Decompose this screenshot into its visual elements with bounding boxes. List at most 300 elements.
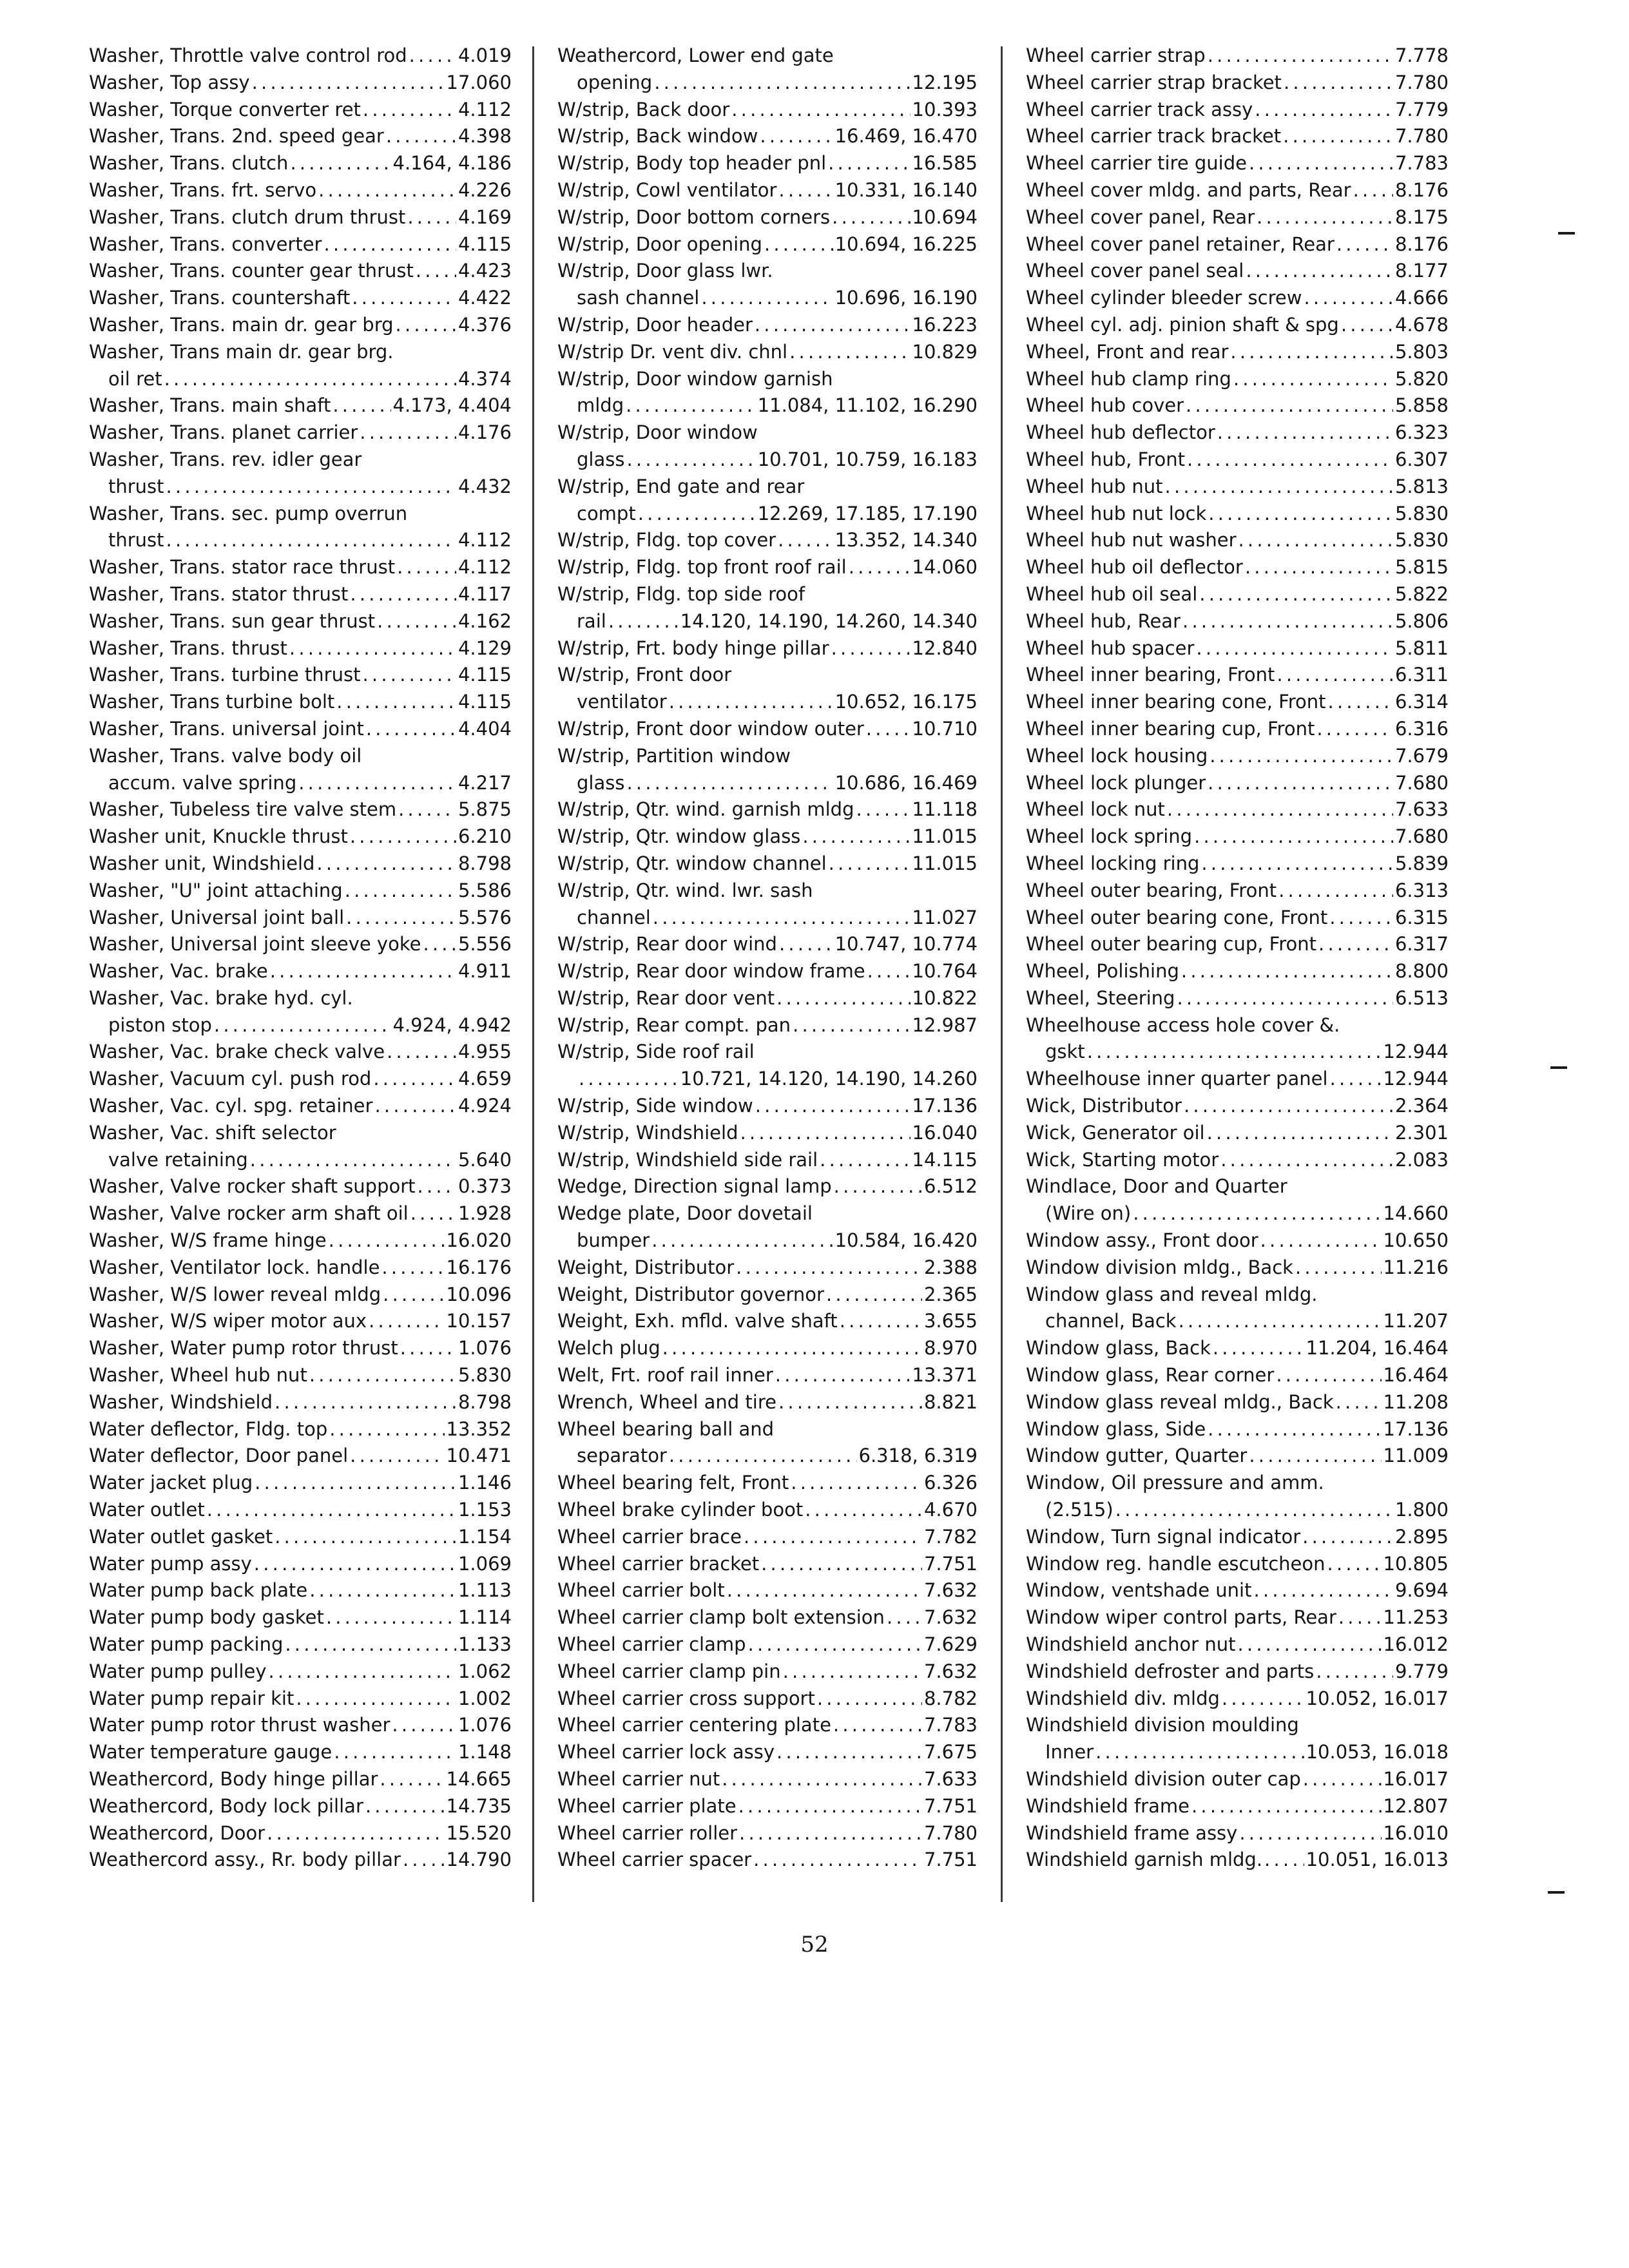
entry-page-ref: 13.352, 14.340 [834,529,978,552]
entry-label: Wheel carrier spacer [557,1849,752,1871]
dot-leader [840,1308,922,1335]
index-entry [89,97,512,124]
index-entry [89,1847,512,1874]
entry-page-ref: 4.924 [458,1095,512,1117]
entry-label: Wedge, Direction signal lamp [557,1175,832,1198]
dot-leader [1220,1147,1393,1174]
dot-leader [669,1443,857,1470]
index-entry [89,743,512,770]
entry-label: Washer, Trans. valve body oil [89,744,362,767]
entry-label: Weathercord, Body hinge pillar [89,1768,378,1790]
entry-page-ref: 13.371 [912,1364,978,1387]
entry-label: Welch plug [557,1337,660,1360]
entry-page-ref: 10.393 [912,98,978,120]
dot-leader [651,1227,833,1254]
entry-label: Wheel lock nut [1026,798,1165,821]
entry-label: Water jacket plug [89,1472,253,1494]
entry-label: Wheel carrier brace [557,1525,742,1548]
dot-leader [856,796,911,823]
entry-label: Washer, Water pump rotor thrust [89,1337,398,1360]
entry-label: Water outlet [89,1499,205,1521]
index-entry [1026,1173,1449,1200]
index-entry [89,985,512,1012]
entry-page-ref: 4.924, 4.942 [392,1014,512,1036]
entry-page-ref: 12.944 [1383,1068,1449,1090]
index-entry [1026,70,1449,97]
index-entry [1026,1066,1449,1093]
dot-leader [849,554,911,581]
index-entry [557,1631,978,1658]
entry-label: Windshield division moulding [1026,1714,1299,1736]
entry-label: Wheel inner bearing, Front [1026,664,1275,686]
dot-leader [316,850,456,878]
dot-leader [1284,70,1393,97]
dot-leader [1213,1335,1304,1362]
entry-page-ref: 6.512 [923,1175,978,1198]
entry-page-ref: 14.115 [912,1148,978,1171]
dot-leader [1276,1362,1381,1389]
entry-page-ref: 2.301 [1394,1121,1449,1144]
entry-page-ref: 7.675 [923,1741,978,1763]
entry-page-ref: 8.176 [1394,178,1449,201]
entry-label: Wheel bearing ball and [557,1418,775,1440]
entry-page-ref: 9.779 [1394,1660,1449,1682]
entry-label: Washer, W/S lower reveal mldg [89,1283,381,1305]
dot-leader [1329,905,1393,932]
index-entry-continuation [1026,1739,1449,1766]
index-entry-continuation [557,447,978,474]
entry-page-ref: 4.404 [458,717,512,740]
dot-leader [334,1739,456,1766]
index-entry [557,1362,978,1389]
dot-leader [1245,554,1393,581]
dot-leader [410,1200,456,1227]
dot-leader [1260,1227,1382,1254]
entry-page-ref: 7.783 [923,1714,978,1736]
dot-leader [1249,1443,1381,1470]
index-entry [557,635,978,662]
dot-leader [1341,312,1393,339]
entry-page-ref: 15.520 [446,1821,512,1844]
index-entry [557,823,978,850]
entry-label: Wheel, Steering [1026,986,1175,1009]
entry-label: Wheel lock housing [1026,744,1208,767]
index-entry [1026,1470,1449,1497]
dot-leader [1318,931,1393,958]
entry-label: Windshield frame assy [1026,1821,1238,1844]
entry-page-ref: 5.815 [1394,556,1449,579]
index-entry [1026,1604,1449,1631]
index-entry [89,1173,512,1200]
index-entry [557,1820,978,1847]
entry-label: Window glass and reveal mldg. [1026,1283,1318,1305]
dot-leader [1336,231,1393,258]
margin-mark [1550,1066,1567,1069]
dot-leader [1330,1066,1382,1093]
index-entry [1026,527,1449,554]
entry-label: Wheel hub deflector [1026,421,1215,444]
index-entry [89,1362,512,1389]
entry-label: Wheel hub nut [1026,475,1163,497]
entry-page-ref: 12.195 [912,71,978,93]
entry-label: opening [577,71,653,93]
entry-page-ref: 2.365 [923,1283,978,1305]
dot-leader [1199,581,1393,608]
entry-label: Water deflector, Door panel [89,1445,349,1467]
entry-label: Washer, Trans. main dr. gear brg [89,313,394,336]
entry-label: Wheelhouse access hole cover &. [1026,1014,1340,1036]
dot-leader [366,716,456,743]
index-entry [557,419,978,447]
entry-label: compt [577,502,636,524]
index-entry-continuation [557,608,978,635]
dot-leader [369,1308,444,1335]
index-entry [89,1335,512,1362]
entry-page-ref: 10.721, 14.120, 14.190, 14.260 [680,1068,978,1090]
dot-leader [423,931,456,958]
column-divider [532,46,534,1902]
entry-page-ref: 7.680 [1394,771,1449,794]
index-entry [1026,662,1449,689]
index-entry [1026,231,1449,258]
entry-label: Wheel hub nut washer [1026,529,1237,552]
entry-label: Washer, Trans. stator thrust [89,582,349,605]
index-entry [557,581,978,608]
dot-leader [669,689,833,716]
entry-page-ref: 5.803 [1394,340,1449,363]
entry-label: Water outlet gasket [89,1525,273,1548]
index-entry [1026,716,1449,743]
entry-page-ref: 6.513 [1394,986,1449,1009]
entry-label: Washer, Vac. cyl. spg. retainer [89,1095,373,1117]
entry-label: Weathercord, Lower end gate [557,44,834,66]
dot-leader [397,554,456,581]
dot-leader [1338,1604,1382,1631]
entry-page-ref: 9.694 [1394,1579,1449,1602]
dot-leader [1167,796,1393,823]
entry-label: Wheel carrier strap bracket [1026,71,1282,93]
entry-page-ref: 10.471 [446,1445,512,1467]
index-entry [1026,123,1449,150]
entry-label: Windshield division outer cap [1026,1768,1301,1790]
dot-leader [309,1577,456,1604]
index-entry-continuation [557,70,978,97]
entry-label: W/strip, Rear door vent [557,986,775,1009]
dot-leader [350,581,456,608]
dot-leader [608,608,679,635]
entry-page-ref: 10.694 [912,206,978,228]
index-entry [1026,1793,1449,1820]
index-entry [1026,1524,1449,1551]
entry-page-ref: 7.632 [923,1606,978,1629]
entry-label: Washer, Vac. brake [89,960,268,983]
index-entry [89,1793,512,1820]
entry-page-ref: 6.307 [1394,448,1449,470]
index-entry [1026,419,1449,447]
entry-label: Wheel hub nut lock [1026,502,1207,524]
dot-leader [285,1631,456,1658]
entry-label: Wheel hub cover [1026,394,1184,417]
dot-leader [1257,204,1393,231]
dot-leader [761,1551,922,1578]
index-entry [89,662,512,689]
dot-leader [755,1093,911,1120]
index-entry [557,1093,978,1120]
index-entry [1026,1282,1449,1309]
index-entry [1026,258,1449,285]
dot-leader [832,204,910,231]
entry-label: Wheel hub, Rear [1026,610,1181,632]
dot-leader [1165,474,1393,501]
index-entry [89,1658,512,1686]
entry-page-ref: 7.680 [1394,825,1449,848]
entry-page-ref: 16.176 [446,1256,512,1278]
entry-page-ref: 5.556 [458,933,512,956]
dot-leader [760,123,833,150]
dot-leader [407,204,456,231]
entry-page-ref: 8.798 [458,852,512,874]
index-entry [1026,366,1449,393]
index-entry [557,97,978,124]
dot-leader [352,285,456,312]
entry-label: Windshield defroster and parts [1026,1660,1315,1682]
entry-label: Windshield garnish mldg. [1026,1849,1263,1871]
dot-leader [776,1739,922,1766]
index-entry [1026,608,1449,635]
entry-label: Wheel carrier clamp bolt extension [557,1606,885,1629]
entry-page-ref: 1.154 [458,1525,512,1548]
dot-leader [789,339,910,366]
index-entry [557,43,978,70]
index-entry [89,958,512,985]
index-entry [89,150,512,177]
entry-label: Windshield anchor nut [1026,1633,1236,1656]
dot-leader [779,931,833,958]
entry-page-ref: 4.112 [458,556,512,579]
index-entry [557,527,978,554]
index-entry [89,1282,512,1309]
entry-label: W/strip, Door glass lwr. [557,260,773,282]
entry-label: channel [577,906,651,928]
dot-leader [1217,419,1393,447]
dot-leader [255,1470,456,1497]
entry-page-ref: 7.633 [1394,798,1449,821]
dot-leader [362,662,456,689]
dot-leader [290,150,390,177]
dot-leader [400,1335,456,1362]
dot-leader [381,1254,444,1282]
index-entry [1026,796,1449,823]
entry-label: Water temperature gauge [89,1741,333,1763]
entry-label: Wheel carrier tire guide [1026,152,1247,175]
entry-page-ref: 10.650 [1383,1229,1449,1252]
entry-label: W/strip, Back window [557,125,758,148]
dot-leader [1182,608,1393,635]
entry-label: Window gutter, Quarter [1026,1445,1248,1467]
entry-page-ref: 11.208 [1383,1390,1449,1413]
entry-page-ref: 4.955 [458,1041,512,1063]
entry-label: Window reg. handle escutcheon [1026,1552,1325,1575]
dot-leader [1191,1793,1382,1820]
entry-label: Wheel carrier bolt [557,1579,725,1602]
index-entry [1026,1820,1449,1847]
index-entry [89,1551,512,1578]
index-entry [1026,150,1449,177]
entry-label: Window glass, Back [1026,1337,1211,1360]
dot-leader [1133,1200,1381,1227]
entry-page-ref: 11.216 [1383,1256,1449,1278]
entry-label: Wheel inner bearing cone, Front [1026,691,1326,713]
entry-page-ref: 8.175 [1394,206,1449,228]
entry-page-ref: 2.364 [1394,1095,1449,1117]
entry-label: Wheelhouse inner quarter panel [1026,1068,1328,1090]
entry-label: W/strip, Windshield [557,1121,738,1144]
dot-leader [1253,1577,1393,1604]
dot-leader [269,1658,456,1686]
entry-page-ref: 10.051, 16.013 [1306,1849,1449,1871]
entry-label: Wheel carrier clamp [557,1633,746,1656]
dot-leader [374,1093,456,1120]
index-entry [557,1470,978,1497]
entry-label: W/strip Dr. vent div. chnl [557,340,788,363]
dot-leader [1222,1686,1304,1713]
entry-label: Wheel cover panel seal [1026,260,1244,282]
entry-page-ref: 10.694, 16.225 [834,233,978,255]
entry-page-ref: 10.747, 10.774 [834,933,978,956]
dot-leader [298,770,456,797]
entry-page-ref: 5.586 [458,879,512,901]
entry-label: Washer, Trans. rev. idler gear [89,448,362,470]
index-entry [557,662,978,689]
dot-leader [296,1686,456,1713]
index-entry [89,905,512,932]
entry-page-ref: 7.783 [1394,152,1449,175]
entry-page-ref: 11.084, 11.102, 16.290 [757,394,978,417]
entry-label: glass [577,771,625,794]
entry-page-ref: 7.780 [923,1821,978,1844]
index-entry [1026,1362,1449,1389]
entry-page-ref: 4.112 [458,529,512,552]
entry-label: Washer, Valve rocker arm shaft oil [89,1202,409,1225]
entry-label: Window glass, Rear corner [1026,1364,1275,1387]
entry-page-ref: 12.987 [912,1014,978,1036]
entry-page-ref: 4.226 [458,178,512,201]
entry-label: Weathercord, Body lock pillar [89,1794,363,1817]
entry-label: (Wire on) [1045,1202,1132,1225]
entry-page-ref: 12.944 [1383,1041,1449,1063]
entry-label: Washer, Trans. turbine thrust [89,664,361,686]
index-entry [89,1577,512,1604]
index-entry [1026,823,1449,850]
entry-label: Washer, Trans. sec. pump overrun [89,502,408,524]
index-entry [557,878,978,905]
index-entry [557,1793,978,1820]
entry-label: Washer, Trans. universal joint [89,717,364,740]
entry-label: Wheel carrier track bracket [1026,125,1282,148]
entry-label: Weight, Distributor governor [557,1283,824,1305]
entry-label: W/strip, Fldg. top cover [557,529,776,552]
entry-label: Wheel cover mldg. and parts, Rear [1026,178,1351,201]
index-entry [89,931,512,958]
entry-page-ref: 10.053, 16.018 [1306,1741,1449,1763]
index-entry-continuation [89,770,512,797]
index-entry [89,1766,512,1793]
dot-leader [207,1497,456,1524]
entry-label: Washer, Trans. 2nd. speed gear [89,125,384,148]
dot-leader [1304,285,1393,312]
dot-leader [365,1793,445,1820]
dot-leader [275,1389,456,1416]
index-entry [557,850,978,878]
index-entry [1026,43,1449,70]
entry-label: Wheel carrier centering plate [557,1714,831,1736]
index-entry [1026,285,1449,312]
entry-page-ref: 4.164, 4.186 [392,152,512,175]
entry-page-ref: 10.652, 16.175 [834,691,978,713]
entry-label: W/strip, Body top header pnl [557,152,827,175]
column-divider [1001,46,1003,1902]
dot-leader [398,796,456,823]
entry-page-ref: 14.660 [1383,1202,1449,1225]
entry-page-ref: 5.839 [1394,852,1449,874]
entry-page-ref: 4.911 [458,960,512,983]
entry-page-ref: 1.002 [458,1687,512,1709]
dot-leader [396,312,456,339]
index-entry [89,1470,512,1497]
entry-label: bumper [577,1229,650,1252]
dot-leader [250,1147,456,1174]
entry-label: Wick, Starting motor [1026,1148,1219,1171]
index-entry [89,716,512,743]
entry-label: Washer unit, Knuckle thrust [89,825,348,848]
index-entry-continuation [89,527,512,554]
index-entry [89,1308,512,1335]
entry-label: Water pump packing [89,1633,284,1656]
entry-page-ref: 16.017 [1383,1768,1449,1790]
index-entry-continuation [89,1012,512,1039]
entry-label: channel, Back [1045,1310,1177,1332]
entry-label: Wheel carrier bracket [557,1552,760,1575]
dot-leader [776,985,910,1012]
dot-leader [744,1524,922,1551]
index-entry [89,581,512,608]
entry-page-ref: 11.015 [912,825,978,848]
entry-page-ref: 4.173, 4.404 [392,394,512,417]
index-entry [1026,1147,1449,1174]
dot-leader [1353,177,1393,204]
dot-leader [383,1282,444,1309]
entry-page-ref: 12.840 [912,637,978,659]
index-entry [557,1847,978,1874]
index-entry [89,419,512,447]
entry-label: Wheel cyl. adj. pinion shaft & spg [1026,313,1339,336]
entry-page-ref: 11.253 [1383,1606,1449,1629]
dot-leader [1316,716,1393,743]
entry-page-ref: 5.576 [458,906,512,928]
entry-label: Wheel bearing felt, Front [557,1472,789,1494]
entry-label: Washer, Universal joint sleeve yoke [89,933,421,956]
dot-leader [731,97,910,124]
entry-page-ref: 7.778 [1394,44,1449,66]
index-entry [1026,1766,1449,1793]
entry-label: thrust [108,529,164,552]
entry-page-ref: 1.146 [458,1472,512,1494]
entry-label: Washer, Valve rocker shaft support [89,1175,416,1198]
dot-leader [1201,850,1393,878]
index-entry-continuation [557,905,978,932]
entry-label: Wheel inner bearing cup, Front [1026,717,1315,740]
dot-leader [748,1631,922,1658]
